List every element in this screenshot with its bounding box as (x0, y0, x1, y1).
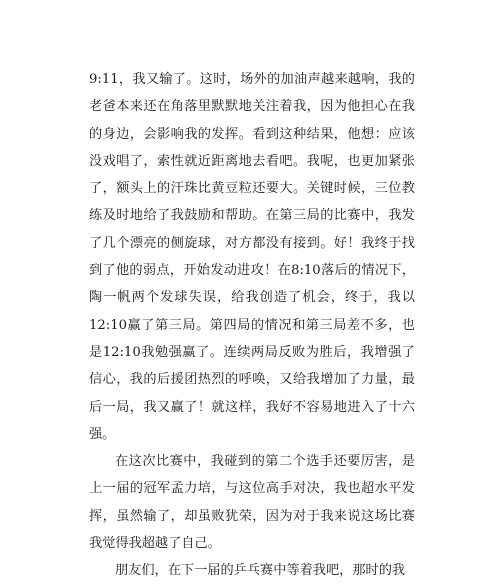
document-body (89, 66, 415, 585)
text-line: 后一局，我又赢了！就这样，我好不容易地进入了十六 (89, 399, 415, 415)
text-line: 挥，虽然输了，却虽败犹荣，因为对于我来说这场比赛 (89, 508, 415, 524)
text-line: 了，额头上的汗珠比黄豆粒还要大。关键时候，三位教 (89, 181, 415, 197)
text-line: 12:10赢了第三局。第四局的情况和第三局差不多，也 (89, 317, 415, 333)
text-line: 朋友们，在下一届的乒乓赛中等着我吧，那时的我 (115, 563, 406, 579)
paragraph (89, 66, 415, 448)
text-line: 了几个漂亮的侧旋球，对方都没有接到。好！我终于找 (89, 235, 415, 251)
text-line: 老爸本来还在角落里默默地关注着我，因为他担心在我 (89, 99, 415, 115)
text-line: 9:11，我又输了。这时，场外的加油声越来越响，我的 (89, 72, 415, 87)
text-line: 上一届的冠军孟力培，与这位高手对决，我也超水平发 (89, 481, 415, 497)
text-line: 练及时地给了我鼓励和帮助。在第三局的比赛中，我发 (89, 208, 415, 224)
text-line: 的身边，会影响我的发挥。看到这种结果，他想：应该 (89, 126, 415, 142)
text-line: 是12:10我勉强赢了。连续两局反败为胜后，我增强了 (89, 344, 415, 360)
paragraph (89, 448, 415, 557)
text-line: 信心，我的后援团热烈的呼唤，又给我增加了力量，最 (89, 372, 415, 388)
paragraph (89, 557, 415, 584)
text-line: 强。 (89, 426, 116, 442)
text-line: 到了他的弱点，开始发动进攻！在8:10落后的情况下， (89, 263, 415, 279)
text-line: 没戏唱了，索性就近距离地去看吧。我呢，也更加紧张 (89, 153, 415, 169)
text-line: 陶一帆两个发球失误，给我创造了机会，终于，我以 (89, 290, 415, 306)
text-line: 我觉得我超越了自己。 (89, 536, 221, 552)
text-line: 在这次比赛中，我碰到的第二个选手还要厉害，是 (115, 454, 415, 470)
